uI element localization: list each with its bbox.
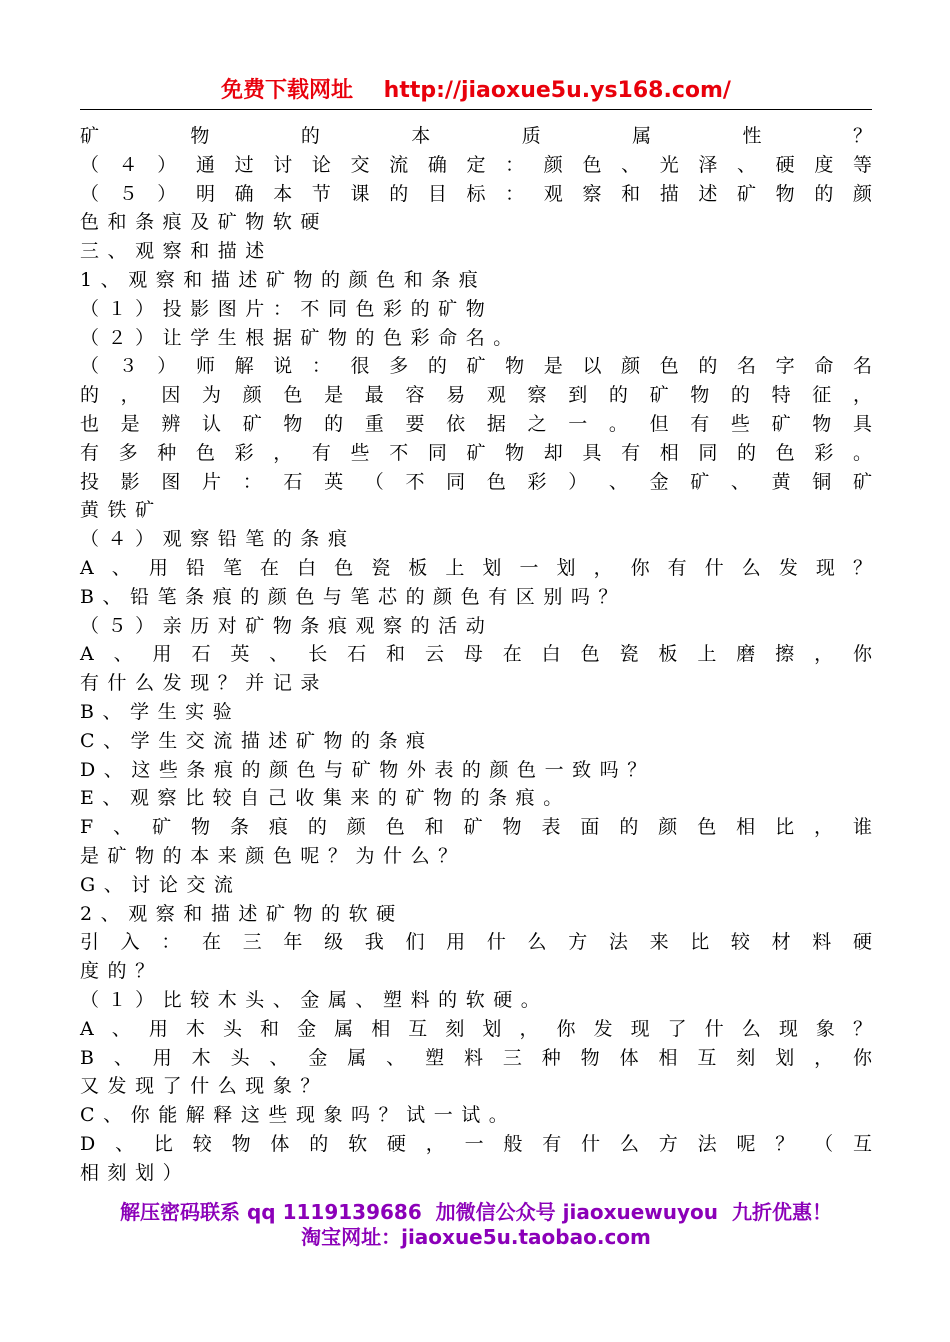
text-line: （５）亲历对矿物条痕观察的活动 xyxy=(80,614,494,637)
text-line: G、讨论交流 xyxy=(80,873,242,896)
text-line: （１）比较木头、金属、塑料的软硬。 xyxy=(80,988,549,1011)
text-line: D​、​比​较​物​体​的​软​硬​，​一​般​有​什​么​方​法​呢​？​（​互 xyxy=(80,1132,872,1155)
text-line: 的​，​因​为​颜​色​是​最​容​易​观​察​到​的​矿​物​的​特​征​， xyxy=(80,384,872,407)
section-heading: 三、观察和描述 xyxy=(80,240,273,263)
text-line: C、学生交流描述矿物的条痕 xyxy=(80,729,434,752)
text-line: 是矿物的本来颜色呢？为什么？ xyxy=(80,844,466,867)
text-line: （４）观察铅笔的条痕 xyxy=(80,528,356,551)
text-line: A​、​用​木​头​和​金​属​相​互​刻​划​，​你​发​现​了​什​么​现​象​？ xyxy=(80,1017,872,1040)
text-line: A​、​用​石​英​、​长​石​和​云​母​在​白​色​瓷​板​上​磨​擦​，​你 xyxy=(80,643,872,666)
text-line: 黄铁矿 xyxy=(80,499,163,522)
text-line: B、学生实验 xyxy=(80,700,241,723)
text-line: 有什么发现？并记录 xyxy=(80,672,328,695)
text-line: 矿​物​的​本​质​属​性​？ xyxy=(80,125,872,147)
text-line: F​、​矿​物​条​痕​的​颜​色​和​矿​物​表​面​的​颜​色​相​比​，​谁 xyxy=(80,816,872,839)
header-rule xyxy=(80,109,872,110)
text-line: （​５​）​明​确​本​节​课​的​目​标​：​观​察​和​描​述​矿​物​的​颜 xyxy=(80,182,872,205)
text-line: C、你能解释这些现象吗？试一试。 xyxy=(80,1104,517,1127)
footer-shop-url: 淘宝网址：jiaoxue5u.taobao.com xyxy=(301,1225,651,1249)
text-line: B、铅笔条痕的颜色与笔芯的颜色有区别吗？ xyxy=(80,585,626,608)
text-line: D、这些条痕的颜色与矿物外表的颜色一致吗？ xyxy=(80,758,655,781)
text-line: 也​是​辨​认​矿​物​的​重​要​依​据​之​一​。​但​有​些​矿​物​具 xyxy=(80,412,872,435)
text-line: 又发现了什么现象？ xyxy=(80,1075,328,1098)
subsection-heading: 1、观察和描述矿物的颜色和条痕 xyxy=(80,268,487,291)
text-line: （​３​）​师​解​说​：​很​多​的​矿​物​是​以​颜​色​的​名​字​命​名 xyxy=(80,355,872,378)
text-line: 色和条痕及矿物软硬 xyxy=(80,211,328,234)
text-line: 投​影​图​片​：​石​英​（​不​同​色​彩​）​、​金​矿​、​黄​铜​矿 xyxy=(80,470,872,493)
text-line: B​、​用​木​头​、​金​属​、​塑​料​三​种​物​体​相​互​刻​划​，​你 xyxy=(80,1046,872,1069)
text-line: E、观察比较自己收集来的矿物的条痕。 xyxy=(80,787,571,810)
footer-contact-line: 解压密码联系 qq 1119139686 加微信公众号 jiaoxuewuyou 九折优惠！ xyxy=(120,1200,832,1224)
text-line: （２）让学生根据矿物的色彩命名。 xyxy=(80,326,521,349)
text-line: 相刻划） xyxy=(80,1161,191,1184)
text-line: （​４​）​通​过​讨​论​交​流​确​定​：​颜​色​、​光​泽​、​硬​度​等 xyxy=(80,153,872,176)
text-line: 度的？ xyxy=(80,960,163,983)
text-line: 引​入​：​在​三​年​级​我​们​用​什​么​方​法​来​比​较​材​料​硬 xyxy=(80,931,872,954)
subsection-heading: 2、观察和描述矿物的软硬 xyxy=(80,902,404,925)
text-line: （１）投影图片：不同色彩的矿物 xyxy=(80,297,494,320)
download-url-header: 免费下载网址 http://jiaoxue5u.ys168.com/ xyxy=(221,78,731,103)
text-line: A​、​用​铅​笔​在​白​色​瓷​板​上​划​一​划​，​你​有​什​么​发​现​？ xyxy=(80,556,872,579)
document-body xyxy=(80,122,872,1187)
text-line: 有​多​种​色​彩​，​有​些​不​同​矿​物​却​具​有​相​同​的​色​彩​。 xyxy=(80,441,872,464)
